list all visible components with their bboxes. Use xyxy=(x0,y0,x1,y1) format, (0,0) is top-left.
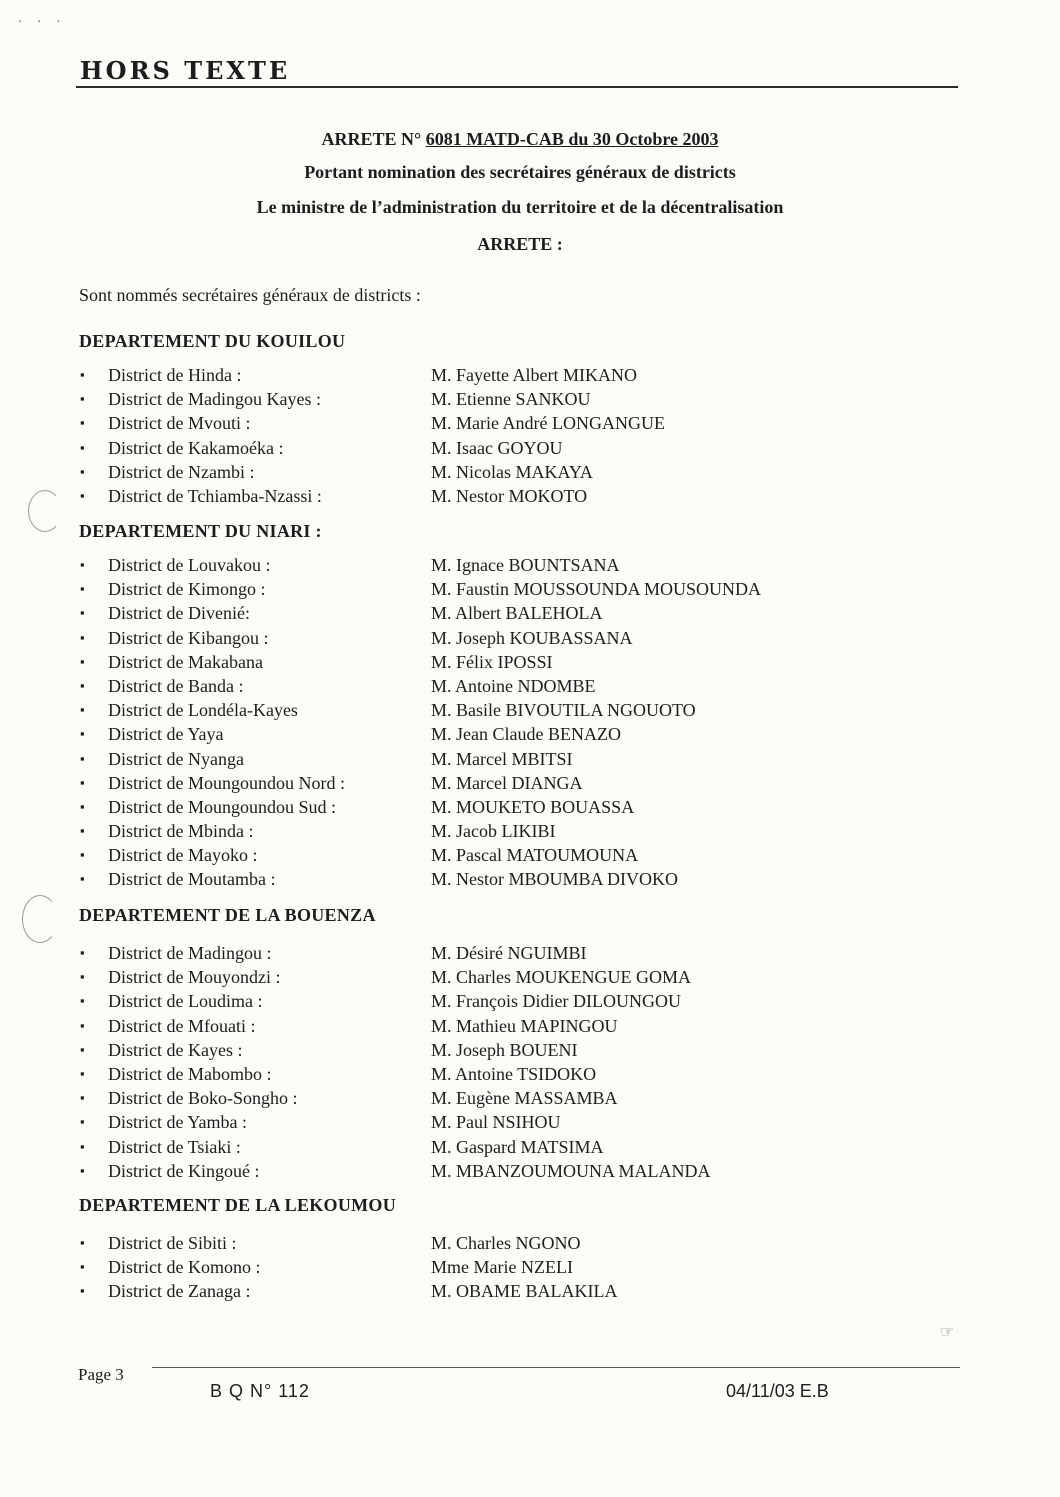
bullet-icon: ▪ xyxy=(80,439,85,455)
secretary-name: M. Faustin MOUSSOUNDA MOUSOUNDA xyxy=(431,579,762,600)
list-item xyxy=(0,965,1060,989)
bullet-icon: ▪ xyxy=(80,1138,85,1154)
secretary-name: M. Charles NGONO xyxy=(431,1233,581,1253)
district-name: District de Mabombo : xyxy=(108,1063,272,1084)
list-item xyxy=(0,771,1060,795)
bullet-icon: ▪ xyxy=(80,463,85,479)
department-heading: DEPARTEMENT DE LA BOUENZA xyxy=(79,905,376,925)
secretary-name: M. Paul NSIHOU xyxy=(431,1112,561,1133)
bulletin-number: B Q N° 112 xyxy=(210,1381,310,1401)
bullet-icon: ▪ xyxy=(80,823,85,839)
list-item xyxy=(0,1014,1060,1038)
scan-specks: ⸳ ⸳ ⸳ xyxy=(18,13,67,28)
secretary-name: M. Marcel DIANGA xyxy=(431,772,583,793)
bullet-icon: ▪ xyxy=(80,391,85,407)
bullet-icon: ▪ xyxy=(80,487,85,503)
secretary-name: M. MOUKETO BOUASSA xyxy=(431,796,635,817)
list-item xyxy=(0,1279,1060,1303)
bullet-icon: ▪ xyxy=(80,367,85,382)
decree-minister: Le ministre de l’administration du territoire et de la décentralisation xyxy=(256,197,784,217)
secretary-name: M. Joseph BOUENI xyxy=(431,1039,578,1060)
district-name: District de Madingou : xyxy=(108,943,272,963)
list-item xyxy=(0,1135,1060,1159)
bullet-icon: ▪ xyxy=(80,993,85,1009)
district-name: District de Mouyondzi : xyxy=(108,967,281,988)
department-list-lekoumou xyxy=(0,1231,1060,1304)
district-name: District de Loudima : xyxy=(108,991,263,1012)
list-item xyxy=(0,626,1060,650)
bullet-icon: ▪ xyxy=(80,750,85,766)
list-item xyxy=(0,484,1060,508)
list-item xyxy=(0,1062,1060,1086)
list-item xyxy=(0,674,1060,698)
secretary-name: M. Ignace BOUNTSANA xyxy=(431,555,620,575)
secretary-name: M. Etienne SANKOU xyxy=(431,389,591,410)
district-name: District de Nyanga xyxy=(108,748,244,769)
secretary-name: M. Antoine NDOMBE xyxy=(431,675,596,696)
district-name: District de Komono : xyxy=(108,1257,261,1278)
district-name: District de Kimongo : xyxy=(108,579,266,600)
decree-title xyxy=(0,129,1040,150)
secretary-name: M. François Didier DILOUNGOU xyxy=(431,991,681,1012)
secretary-name: M. Marcel MBITSI xyxy=(431,748,573,769)
secretary-name: M. Désiré NGUIMBI xyxy=(431,943,587,963)
list-item xyxy=(0,577,1060,601)
department-list-bouenza xyxy=(0,941,1060,1183)
secretary-name: M. MBANZOUMOUNA MALANDA xyxy=(431,1160,711,1181)
secretary-name: M. Nicolas MAKAYA xyxy=(431,461,593,482)
list-item xyxy=(0,1038,1060,1062)
bullet-icon: ▪ xyxy=(80,702,85,718)
list-item xyxy=(0,795,1060,819)
bullet-icon: ▪ xyxy=(80,1090,85,1106)
secretary-name: M. Basile BIVOUTILA NGOUOTO xyxy=(431,700,696,721)
bullet-icon: ▪ xyxy=(80,1235,85,1250)
bullet-icon: ▪ xyxy=(80,871,85,887)
secretary-name: M. Gaspard MATSIMA xyxy=(431,1136,604,1157)
district-name: District de Nzambi : xyxy=(108,461,255,482)
district-name: District de Sibiti : xyxy=(108,1233,237,1253)
list-item xyxy=(0,363,1060,387)
department-heading: DEPARTEMENT DU NIARI : xyxy=(79,521,322,541)
list-item xyxy=(0,867,1060,891)
page-number: Page 3 xyxy=(78,1365,124,1384)
punch-hole-mark xyxy=(22,895,58,943)
list-item xyxy=(0,553,1060,577)
bullet-icon: ▪ xyxy=(80,726,85,742)
list-item xyxy=(0,722,1060,746)
district-name: District de Mbinda : xyxy=(108,821,254,842)
secretary-name: M. Isaac GOYOU xyxy=(431,437,563,458)
list-item xyxy=(0,387,1060,411)
department-heading: DEPARTEMENT DE LA LEKOUMOU xyxy=(79,1195,397,1215)
department-list-kouilou xyxy=(0,363,1060,508)
bullet-icon: ▪ xyxy=(80,1283,85,1299)
list-item xyxy=(0,411,1060,435)
district-name: District de Yaya xyxy=(108,724,224,745)
district-name: District de Kibangou : xyxy=(108,627,269,648)
secretary-name: M. Félix IPOSSI xyxy=(431,651,553,672)
bullet-icon: ▪ xyxy=(80,1259,85,1275)
list-item xyxy=(0,650,1060,674)
district-name: District de Boko-Songho : xyxy=(108,1088,298,1109)
bullet-icon: ▪ xyxy=(80,581,85,597)
district-name: District de Moungoundou Sud : xyxy=(108,796,336,817)
list-item xyxy=(0,843,1060,867)
secretary-name: M. Eugène MASSAMBA xyxy=(431,1088,618,1109)
decree-number-date: 6081 MATD-CAB du 30 Octobre 2003 xyxy=(425,129,719,149)
date-stamp: 04/11/03 E.B xyxy=(726,1381,829,1401)
list-item xyxy=(0,1110,1060,1134)
bullet-icon: ▪ xyxy=(80,653,85,669)
district-name: District de Kayes : xyxy=(108,1039,243,1060)
secretary-name: M. Jacob LIKIBI xyxy=(431,821,556,842)
list-item xyxy=(0,941,1060,965)
list-item xyxy=(0,601,1060,625)
district-name: District de Yamba : xyxy=(108,1112,247,1133)
district-name: District de Tchiamba-Nzassi : xyxy=(108,485,322,506)
district-name: District de Moutamba : xyxy=(108,869,276,890)
district-name: District de Makabana xyxy=(108,651,263,672)
section-header: HORS TEXTE xyxy=(80,56,291,85)
secretary-name: M. Nestor MOKOTO xyxy=(431,485,588,506)
list-item xyxy=(0,436,1060,460)
list-item xyxy=(0,698,1060,722)
bullet-icon: ▪ xyxy=(80,415,85,431)
bullet-icon: ▪ xyxy=(80,969,85,985)
list-item xyxy=(0,1086,1060,1110)
district-name: District de Mayoko : xyxy=(108,845,258,866)
district-name: District de Hinda : xyxy=(108,365,242,385)
secretary-name: M. Marie André LONGANGUE xyxy=(431,413,665,434)
department-list-niari xyxy=(0,553,1060,892)
district-name: District de Londéla-Kayes xyxy=(108,700,298,721)
secretary-name: M. Nestor MBOUMBA DIVOKO xyxy=(431,869,679,890)
secretary-name: M. Fayette Albert MIKANO xyxy=(431,365,637,385)
list-item xyxy=(0,1255,1060,1279)
secretary-name: M. Pascal MATOUMOUNA xyxy=(431,845,639,866)
secretary-name: M. Antoine TSIDOKO xyxy=(431,1063,597,1084)
secretary-name: M. Albert BALEHOLA xyxy=(431,603,603,624)
bullet-icon: ▪ xyxy=(80,629,85,645)
bullet-icon: ▪ xyxy=(80,847,85,863)
district-name: District de Kakamoéka : xyxy=(108,437,284,458)
district-name: District de Tsiaki : xyxy=(108,1136,241,1157)
district-name: District de Banda : xyxy=(108,675,244,696)
list-item xyxy=(0,1231,1060,1255)
bullet-icon: ▪ xyxy=(80,774,85,790)
district-name: District de Kingoué : xyxy=(108,1160,260,1181)
decree-arrete-heading: ARRETE : xyxy=(477,234,563,254)
secretary-name: M. Jean Claude BENAZO xyxy=(431,724,621,745)
district-name: District de Mvouti : xyxy=(108,413,251,434)
bullet-icon: ▪ xyxy=(80,1065,85,1081)
header-rule xyxy=(76,86,958,88)
bullet-icon: ▪ xyxy=(80,677,85,693)
bullet-icon: ▪ xyxy=(80,1114,85,1130)
secretary-name: Mme Marie NZELI xyxy=(431,1257,573,1278)
bullet-icon: ▪ xyxy=(80,1017,85,1033)
bullet-icon: ▪ xyxy=(80,1162,85,1178)
bullet-icon: ▪ xyxy=(80,798,85,814)
bullet-icon: ▪ xyxy=(80,945,85,960)
district-name: District de Mfouati : xyxy=(108,1015,256,1036)
list-item xyxy=(0,460,1060,484)
decree-subject: Portant nomination des secrétaires généraux de districts xyxy=(304,162,736,182)
district-name: District de Divenié: xyxy=(108,603,250,624)
secretary-name: M. Charles MOUKENGUE GOMA xyxy=(431,967,691,988)
bullet-icon: ▪ xyxy=(80,557,85,572)
list-item xyxy=(0,819,1060,843)
scan-mark: ☞ xyxy=(940,1324,955,1341)
secretary-name: M. Mathieu MAPINGOU xyxy=(431,1015,618,1036)
footer-rule xyxy=(152,1367,960,1368)
list-item xyxy=(0,1159,1060,1183)
bullet-icon: ▪ xyxy=(80,605,85,621)
district-name: District de Madingou Kayes : xyxy=(108,389,321,410)
list-item xyxy=(0,989,1060,1013)
decree-title-prefix: ARRETE N° xyxy=(321,129,426,149)
secretary-name: M. OBAME BALAKILA xyxy=(431,1281,618,1302)
intro-text: Sont nommés secrétaires généraux de districts : xyxy=(79,285,421,305)
district-name: District de Moungoundou Nord : xyxy=(108,772,345,793)
district-name: District de Zanaga : xyxy=(108,1281,251,1302)
bullet-icon: ▪ xyxy=(80,1041,85,1057)
list-item xyxy=(0,747,1060,771)
punch-hole-mark xyxy=(28,490,62,532)
district-name: District de Louvakou : xyxy=(108,555,271,575)
secretary-name: M. Joseph KOUBASSANA xyxy=(431,627,633,648)
department-heading: DEPARTEMENT DU KOUILOU xyxy=(79,331,346,351)
